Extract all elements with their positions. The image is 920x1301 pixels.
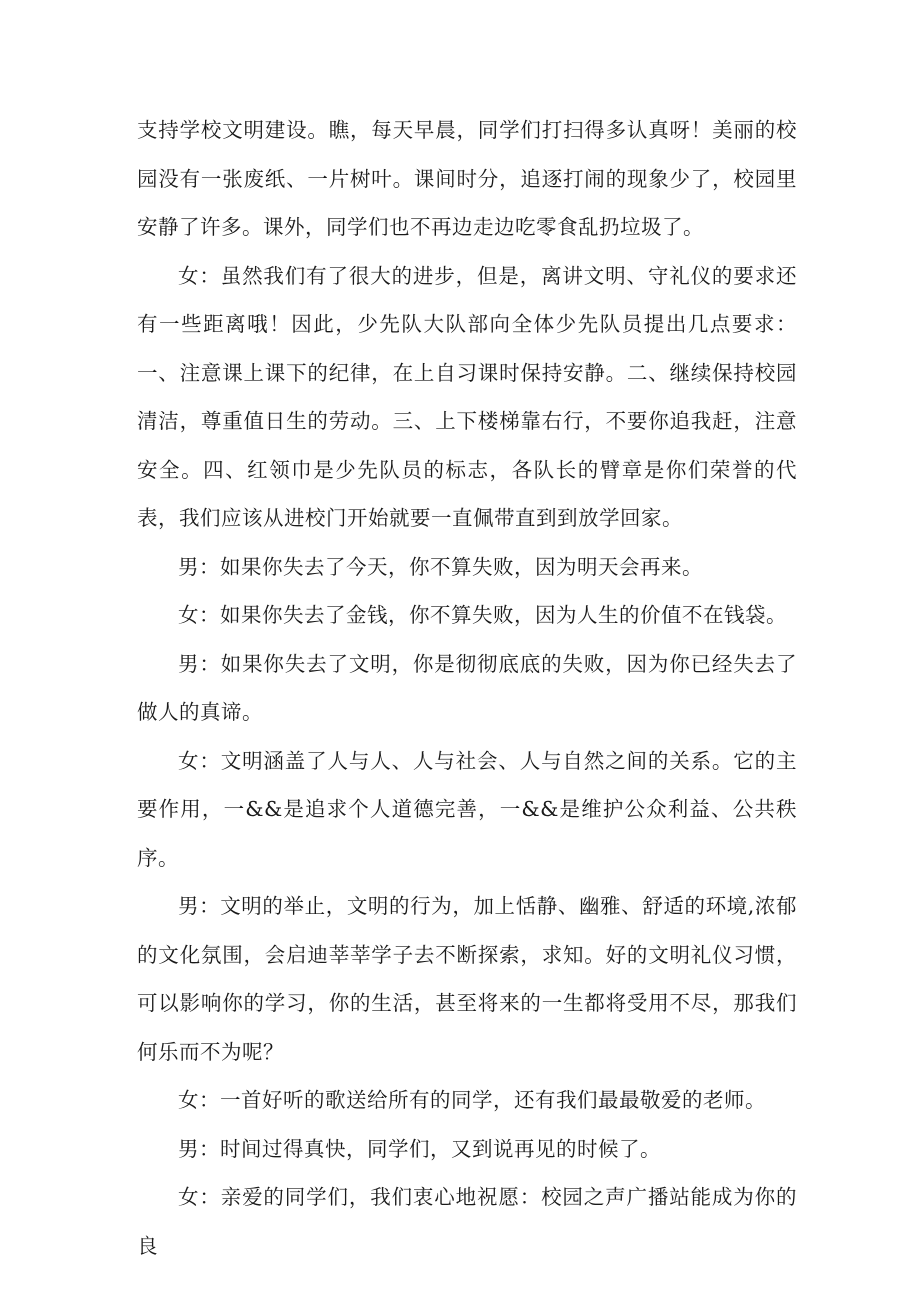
paragraph: 男：文明的举止，文明的行为，加上恬静、幽雅、舒适的环境,浓郁的文化氛围，会启迪莘莘学子去不断探索，求知。好的文明礼仪习惯，可以影响你的学习，你的生活，甚至将来的一生都将受用不尽，那我们何乐而不为呢？ [137, 894, 797, 1064]
paragraph: 女：虽然我们有了很大的进步，但是，离讲文明、守礼仪的要求还有一些距离哦！因此，少先队大队部向全体少先队员提出几点要求：一、注意课上课下的纪律，在上自习课时保持安静。二、继续保持校园清洁，尊重值日生的劳动。三、上下楼梯靠右行，不要你追我赶，注意安全。四、红领巾是少先队员的标志，各队长的臂章是你们荣誉的代表，我们应该从进校门开始就要一直佩带直到到放学回家。 [137, 263, 797, 530]
paragraph: 女：如果你失去了金钱，你不算失败，因为人生的价值不在钱袋。 [178, 603, 787, 627]
paragraph: 女：亲爱的同学们，我们衷心地祝愿：校园之声广播站能成为你的良 [137, 1185, 797, 1258]
paragraph: 女：文明涵盖了人与人、人与社会、人与自然之间的关系。它的主要作用，一&&是追求个人道德完善，一&&是维护公众利益、公共秩序。 [137, 748, 797, 870]
paragraph: 男：时间过得真快，同学们，又到说再见的时候了。 [178, 1136, 661, 1161]
paragraph: 女：一首好听的歌送给所有的同学，还有我们最最敬爱的老师。 [178, 1088, 766, 1112]
document-body [137, 106, 797, 1270]
paragraph: 男：如果你失去了文明，你是彻彻底底的失败，因为你已经失去了做人的真谛。 [137, 651, 797, 724]
paragraph: 支持学校文明建设。瞧，每天早晨，同学们打扫得多认真呀！美丽的校园没有一张废纸、一片树叶。课间时分，追逐打闹的现象少了，校园里安静了许多。课外，同学们也不再边走边吃零食乱扔垃圾了。 [137, 118, 797, 239]
paragraph: 男：如果你失去了今天，你不算失败，因为明天会再来。 [178, 554, 703, 579]
